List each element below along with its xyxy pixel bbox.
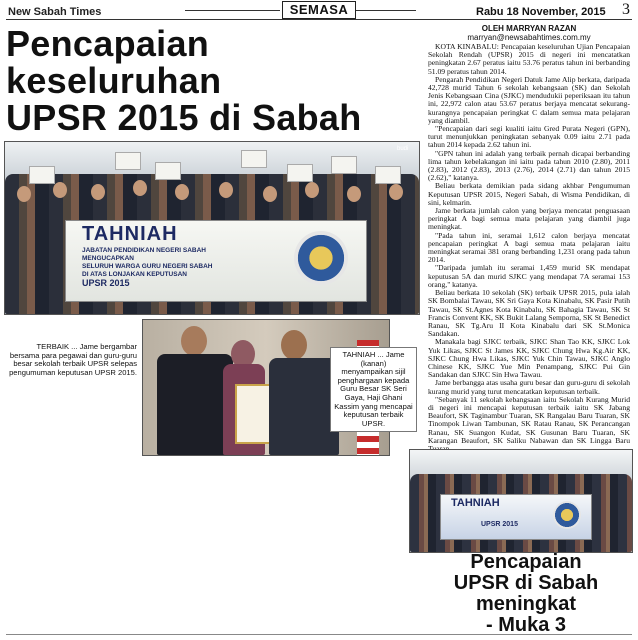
masthead-rule-right bbox=[356, 10, 416, 11]
held-sign bbox=[155, 162, 181, 180]
person-head bbox=[133, 180, 147, 196]
banner-title: TAHNIAH bbox=[451, 497, 500, 509]
issue-date: Rabu 18 November, 2015 bbox=[476, 6, 606, 18]
article-paragraph: "Pencapaian dari segi kualiti iaitu Gred Purata Negeri (GPN), turut menunjukkan peningkatan sebanyak 0.09 iaitu 2.71 pada tahun 2014 kepada 2.62 tahun ini. bbox=[428, 124, 630, 150]
held-sign bbox=[375, 166, 401, 184]
person-head bbox=[181, 326, 207, 356]
photo-watermark: budi bbox=[397, 146, 409, 152]
article-paragraph: "GPN tahun ini adalah yang terbaik pernah dicapai berbanding lima tahun kebelakangan ini iaitu pada tahun 2010 (2.80), 2011 (2.83), 2012 (2.83), 2013 (2.76), 2014 (2.71) dan tahun 2015 (2.62)," katanya. bbox=[428, 148, 630, 183]
person-head bbox=[17, 186, 31, 202]
tahniah-banner-small bbox=[440, 494, 592, 540]
person-head bbox=[91, 184, 105, 200]
held-sign bbox=[287, 164, 313, 182]
person-head bbox=[305, 182, 319, 198]
teaser-line: Pencapaian bbox=[470, 551, 582, 573]
teaser-line: meningkat bbox=[475, 593, 577, 615]
article-paragraph: KOTA KINABALU: Pencapaian keseluruhan Ujian Pencapaian Sekolah Rendah (UPSR) 2015 di negeri ini mencatatkan peningkatan 2.67 peratus iaitu 53.76 peratus tahun ini berbanding 51.09 peratus tahun 2014. bbox=[428, 42, 630, 76]
man-in-suit bbox=[269, 358, 339, 455]
man-in-suit bbox=[157, 354, 233, 455]
banner-text bbox=[82, 247, 282, 287]
article-paragraph: "Sebanyak 11 sekolah kebangsaan iaitu Sekolah Kurang Murid di negeri ini mencapai keputusan terbaik iaitu SK Jabang Beaufort, SK Taginambur Tuaran, SK Rangalau Baru Tuaran, SK Tinompok Liwan Tambunan, SK Ratau Ranau, SK Perancangan Ranau, SK Suangon Kudat, SK Gusunan Baru Tuaran, SK Karangan Beaufort, SK Saliku Nabawan dan SK Lingga Baru bbox=[428, 394, 630, 445]
banner-line: DI ATAS LONJAKAN KEPUTUSAN bbox=[82, 271, 187, 278]
teaser-line: - Muka 3 bbox=[485, 614, 567, 636]
held-sign bbox=[115, 152, 141, 170]
emblem-icon bbox=[553, 501, 581, 529]
byline bbox=[428, 24, 630, 42]
article-paragraph: Pengarah Pendidikan Negeri Datuk Jame Alip berkata, daripada 42,728 murid Tahun 6 sekolah kebangsaan (SK) dan Sekolah Jenis Kebangsaan Cina (SJKC) mendudukii peperiksaan itu tahun ini, 22,972 calon atau 53.67 peratus berjaya mencatat sekurang-kurangnya pencapaian peringkat C dalam semua mata pelajaran yang diambil. bbox=[428, 74, 630, 125]
photo-caption-group: TERBAIK ... Jame bergambar bersama para pegawai dan guru-guru besar sekolah terbaik UPSR selepas pengumuman keputusan UPSR 2015. bbox=[9, 342, 137, 377]
article-paragraph: Jame berbangga atas usaha guru besar dan guru-guru di sekolah kurang murid yang turut mencatatkan keputusan terbaik. bbox=[428, 378, 630, 396]
held-sign bbox=[241, 150, 267, 168]
article-paragraph: Jame berkata jumlah calon yang berjaya mencatat penguasaan peringkat A bagi semua mata pelajaran yang diambil juga meningkat. bbox=[428, 206, 630, 232]
author-name: OLEH MARRYAN RAZAN bbox=[481, 24, 577, 33]
person-head bbox=[347, 186, 361, 202]
article-paragraph: Beliau berkata 10 sekolah (SK) terbaik UPSR 2015, pula ialah SK Bombalai Tawau, SK Sri Gaya Kota Kinabalu, SK Pasir Putih Tawau, SK St.Agnes Kota Kinabalu, SK Bahagia Tawau, SK St Francis Convent KK, SK Bukit Lalang Semporna, SK St Benedict Ranau, SK Tg.Aru II Kota Kinabalu dari SK St.Monica Sandakan. bbox=[428, 288, 630, 339]
article-paragraph: Beliau berkata demikian pada sidang akhbar Pengumuman Keputusan UPSR 2015, Negeri Sabah, di Wisma Pendidikan, di sini, kelmarin. bbox=[428, 181, 630, 207]
section-label: SEMASA bbox=[282, 1, 356, 19]
teaser-photo bbox=[409, 449, 633, 553]
emblem-icon bbox=[294, 231, 348, 285]
group-photo bbox=[4, 141, 420, 315]
banner-line: MENGUCAPKAN bbox=[82, 255, 134, 262]
teaser-line: UPSR di Sabah bbox=[453, 572, 599, 594]
tahniah-banner bbox=[65, 220, 367, 302]
article-paragraph: Manakala bagi SJKC terbaik, SJKC Shan Tao KK, SJKC Lok Yuk Likas, SJKC St James KK, SJKC Chung Hwa Kg.Air KK, SJKC Chung Hwa Likas, SJKC Yuk Chin Tawau, SJKC Anglo Chinese KK, SJKC Yue Min Penampang, SJKC Pui Gin Sandakan dan SJKC Sin Hwa Tawau. bbox=[428, 337, 630, 380]
person-head bbox=[389, 184, 403, 200]
page-number: 3 bbox=[622, 1, 630, 18]
banner-title: TAHNIAH bbox=[82, 223, 178, 245]
person-head bbox=[175, 184, 189, 200]
banner-line: UPSR 2015 bbox=[82, 278, 130, 288]
article-body bbox=[428, 43, 630, 478]
person-head bbox=[53, 182, 67, 198]
held-sign bbox=[331, 156, 357, 174]
headline-line-2: UPSR 2015 di Sabah bbox=[6, 97, 362, 138]
banner-line: JABATAN PENDIDIKAN NEGERI SABAH bbox=[82, 247, 206, 254]
masthead-divider bbox=[6, 19, 632, 20]
banner-line: SELURUH WARGA GURU NEGERI SABAH bbox=[82, 263, 213, 270]
author-email[interactable]: marryan@newsabahtimes.com.my bbox=[467, 33, 591, 42]
teaser-headline[interactable] bbox=[426, 552, 626, 636]
masthead-rule-left bbox=[185, 10, 280, 11]
person-head bbox=[219, 182, 233, 198]
photo-caption-certificate: TAHNIAH ... Jame (kanan) menyampaikan sijil penghargaan kepada Guru Besar SK Seri Gaya, Haji Ghani Kassim yang mencapai keputusan terbaik UPSR. bbox=[330, 347, 417, 432]
held-sign bbox=[29, 166, 55, 184]
publication-name: New Sabah Times bbox=[8, 6, 102, 18]
person-head bbox=[263, 186, 277, 202]
person-head bbox=[281, 330, 307, 360]
article-paragraph: "Pada tahun ini, seramai 1,612 calon berjaya mencatat pencapaian peringkat A bagi semua mata pelajaran iaitu meningkat seramai 381 orang berbanding 1,231 orang pada tahun 2014. bbox=[428, 230, 630, 265]
banner-subtitle: UPSR 2015 bbox=[481, 521, 518, 528]
headline-line-1: Pencapaian keseluruhan bbox=[6, 23, 222, 101]
article-paragraph: "Daripada jumlah itu seramai 1,459 murid SK mendapat keputusan 5A dan murid SJKC yang mendapat 7A seramai 153 orang," katanya. bbox=[428, 263, 630, 289]
page-bottom-rule bbox=[6, 634, 632, 635]
